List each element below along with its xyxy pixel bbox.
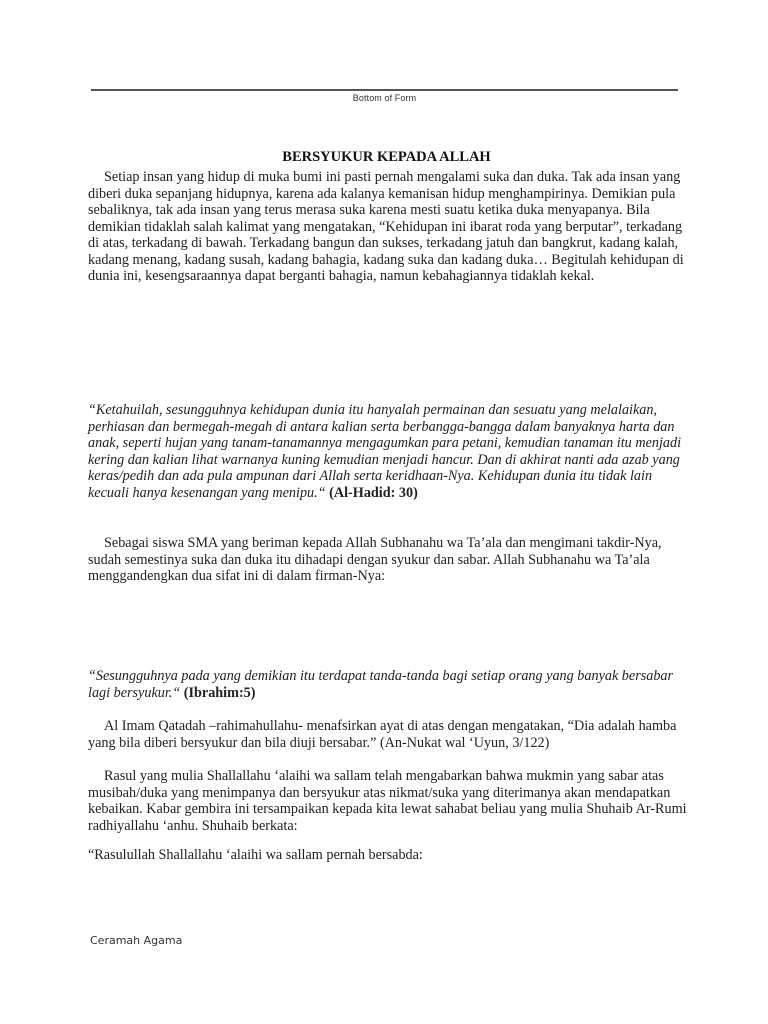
quote-ibrahim (88, 668, 688, 701)
paragraph-siswa-sma: Sebagai siswa SMA yang beriman kepada Allah Subhanahu wa Ta’ala dan mengimani takdir-Nya, sudah semestinya suka dan duka itu dihadapi dengan syukur dan sabar. Allah Subhanahu wa Ta’ala menggandengkan dua sifat ini di dalam firman-Nya: (88, 535, 662, 584)
paragraph-hadith-intro: “Rasulullah Shallallahu ‘alaihi wa sallam pernah bersabda: (88, 847, 423, 863)
quote-ibrahim-reference: (Ibrahim:5) (183, 684, 256, 701)
footer-category-label: Ceramah Agama (90, 934, 183, 947)
form-divider-line (91, 89, 678, 91)
quote-al-hadid-text: “Ketahuilah, sesungguhnya kehidupan dunia itu hanyalah permainan dan sesuatu yang melalaikan, perhiasan dan bermegah-megah di antara kalian serta berbangga-bangga dalam banyaknya harta dan anak, seperti hujan yang tanam-tanamannya mengagumkan para petani, kemudian tanaman itu menjadi kering dan kalian lihat warnanya kuning kemudian menjadi hancur. Dan di akhirat nanti ada azab yang keras/pedih dan ada pula ampunan dari Allah serta keridhaan-Nya. Kehidupan dunia itu tidak lain kecuali hanya kesenangan yang menipu.“ (88, 402, 682, 501)
quote-ibrahim-text: “Sesungguhnya pada yang demikian itu terdapat tanda-tanda bagi setiap orang yang banyak bersabar lagi bersyukur.“ (88, 668, 674, 701)
paragraph-intro: Setiap insan yang hidup di muka bumi ini pasti pernah mengalami suka dan duka. Tak ada insan yang diberi duka sepanjang hidupnya, karena ada kalanya kemanisan hidup menghampirinya. Demikian pula sebaliknya, tak ada insan yang terus merasa suka karena mesti suatu ketika duka menyapanya. Bila demikian tidaklah salah kalimat yang mengatakan, “Kehidupan ini ibarat roda yang berputar”, terkadang di atas, terkadang di bawah. Terkadang bangun dan sukses, terkadang jatuh dan bangkrut, kadang kalah, kadang menang, kadang susah, kadang bahagia, kadang suka dan kadang duka… Begitulah kehidupan di dunia ini, kesengsaraannya dapat berganti bahagia, namun kebahagiannya tidaklah kekal. (88, 169, 684, 284)
paragraph-rasul: Rasul yang mulia Shallallahu ‘alaihi wa sallam telah mengabarkan bahwa mukmin yang sabar atas musibah/duka yang menimpanya dan bersyukur atas nikmat/suka yang diterimanya akan mendapatkan kebaikan. Kabar gembira ini tersampaikan kepada kita lewat sahabat beliau yang mulia Shuhaib Ar-Rumi radhiyallahu ‘anhu. Shuhaib berkata: (88, 768, 687, 834)
quote-al-hadid (88, 402, 688, 501)
quote-al-hadid-reference: (Al-Hadid: 30) (329, 484, 418, 501)
paragraph-qatadah: Al Imam Qatadah –rahimahullahu- menafsirkan ayat di atas dengan mengatakan, “Dia adalah hamba yang bila diberi bersyukur dan bila diuji bersabar.” (An-Nukat wal ‘Uyun, 3/122) (88, 718, 677, 751)
bottom-of-form-label: Bottom of Form (352, 93, 417, 103)
document-title: BERSYUKUR KEPADA ALLAH (282, 149, 491, 165)
